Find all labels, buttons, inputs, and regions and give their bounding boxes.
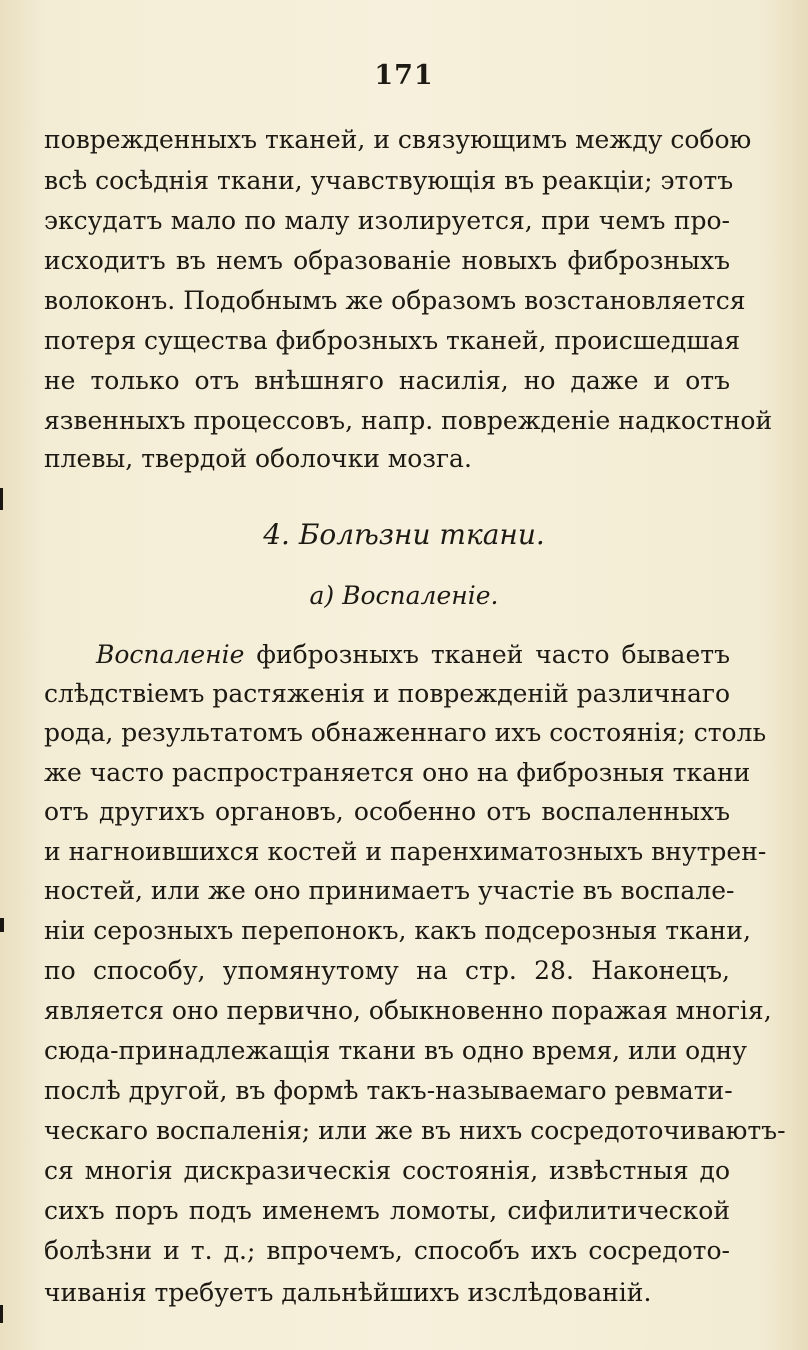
text-line: поврежденныхъ тканей, и связующимъ между собою: [44, 125, 752, 154]
text-line: всѣ сосѣднія ткани, учавствующія въ реакціи; этотъ: [44, 166, 734, 195]
text-line: сюда-принадлежащія ткани въ одно время, или одну: [44, 1036, 747, 1065]
text-line: по способу, упомянутому на стр. 28. Наконецъ,: [44, 956, 730, 985]
text-line: язвенныхъ процессовъ, напр. поврежденіе надкостной: [44, 406, 773, 435]
subsection-heading: [0, 578, 808, 614]
page-number: 171: [374, 60, 434, 91]
subsection-heading-text: а) Воспаленіе.: [309, 581, 499, 610]
text-line: плевы, твердой оболочки мозга.: [44, 444, 472, 473]
text-line: чиванія требуетъ дальнѣйшихъ изслѣдованій.: [44, 1278, 652, 1307]
text-line: ніи серозныхъ перепонокъ, какъ подсерозныя ткани,: [44, 916, 751, 945]
section-heading: 4. Болѣзни ткани.: [263, 518, 545, 551]
text-line: эксудатъ мало по малу изолируется, при чемъ про-: [44, 206, 730, 235]
text-line: болѣзни и т. д.; впрочемъ, способъ ихъ сосредото-: [44, 1236, 730, 1265]
text-line: послѣ другой, въ формѣ такъ-называемаго ревмати-: [44, 1076, 733, 1105]
margin-mark: [0, 488, 3, 510]
emphasized-term: Воспаленіе: [96, 640, 245, 669]
text-line: волоконъ. Подобнымъ же образомъ возстановляется: [44, 286, 746, 315]
text-line: ческаго воспаленія; или же въ нихъ сосредоточиваютъ-: [44, 1116, 786, 1145]
text-line: не только отъ внѣшняго насилія, но даже и отъ: [44, 366, 730, 395]
text-line: же часто распространяется оно на фиброзныя ткани: [44, 758, 751, 787]
text-line: отъ другихъ органовъ, особенно отъ воспаленныхъ: [44, 797, 730, 826]
text-line: ностей, или же оно принимаетъ участіе въ воспале-: [44, 876, 735, 905]
margin-mark: [0, 1305, 3, 1323]
text-line: потеря существа фиброзныхъ тканей, происшедшая: [44, 326, 741, 355]
text-line: рода, результатомъ обнаженнаго ихъ состоянія; столь: [44, 718, 767, 747]
text-line: исходитъ въ немъ образованіе новыхъ фиброзныхъ: [44, 246, 730, 275]
text-line-first: [96, 637, 730, 673]
first-line-rest: фиброзныхъ тканей часто бываетъ: [244, 640, 730, 669]
text-line: сихъ поръ подъ именемъ ломоты, сифилитической: [44, 1196, 730, 1225]
text-line: и нагноившихся костей и паренхиматозныхъ внутрен-: [44, 837, 767, 866]
text-line: слѣдствіемъ растяженія и поврежденій различнаго: [44, 679, 731, 708]
margin-mark: [0, 918, 4, 932]
text-line: является оно первично, обыкновенно поражая многія,: [44, 996, 772, 1025]
text-line: ся многія дискразическія состоянія, извѣстныя до: [44, 1156, 730, 1185]
